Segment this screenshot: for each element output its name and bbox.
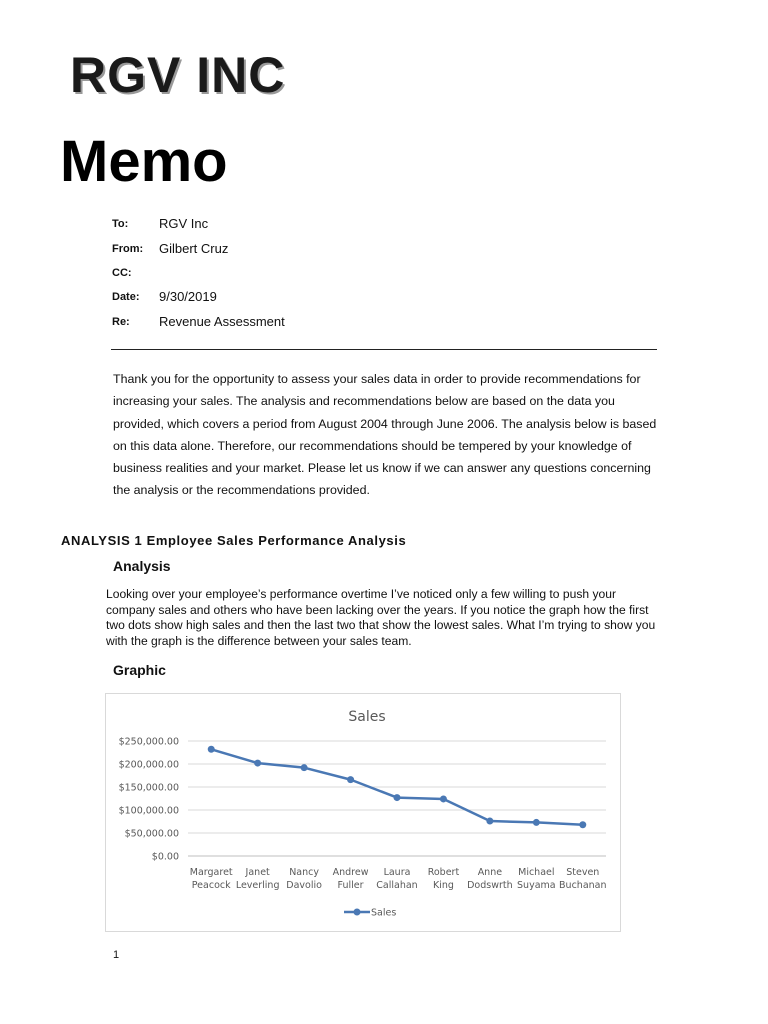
memo-field-value: Gilbert Cruz	[159, 241, 229, 256]
page-number: 1	[113, 949, 120, 961]
data-point	[533, 819, 540, 826]
graphic-heading: Graphic	[113, 662, 166, 678]
sales-chart-svg	[106, 694, 620, 931]
data-point	[254, 760, 261, 767]
memo-field-label: Re:	[112, 316, 130, 328]
x-tick-label: Fuller	[337, 880, 364, 891]
y-tick-label: $200,000.00	[118, 759, 179, 771]
legend-label: Sales	[371, 907, 397, 919]
sales-chart	[105, 693, 621, 932]
memo-field-label: To:	[112, 218, 129, 230]
y-tick-label: $150,000.00	[118, 782, 179, 794]
data-point	[301, 764, 308, 771]
x-tick-label: Nancy	[289, 867, 320, 878]
x-tick-label: Robert	[427, 867, 460, 878]
x-tick-label: Leverling	[235, 880, 280, 891]
x-tick-label: Anne	[477, 867, 503, 878]
legend-marker	[354, 909, 361, 916]
x-tick-label: Dodswrth	[467, 880, 513, 891]
memo-field-label: Date:	[112, 291, 140, 303]
analysis-heading: Analysis	[113, 558, 171, 574]
intro-paragraph: Thank you for the opportunity to assess your sales data in order to provide recommendations for increasing your sales. The analysis and recommendations below are based on the data you provided, which covers a period from August 2004 through June 2006. The analysis below is based on this data alone. Therefore, our recommendations should be tempered by your knowledge of business realities and your market. Please let us know if we can answer any questions concerning the analysis or the recommendations provided.	[113, 372, 657, 498]
memo-field-value: 9/30/2019	[159, 289, 217, 304]
y-tick-label: $250,000.00	[118, 736, 179, 748]
x-tick-label: Margaret	[189, 867, 233, 878]
x-tick-label: King	[432, 880, 454, 891]
x-tick-label: Callahan	[376, 880, 418, 891]
x-tick-label: Janet	[245, 867, 270, 878]
memo-field-label: CC:	[112, 267, 132, 279]
x-tick-label: Andrew	[332, 867, 369, 878]
y-tick-label: $100,000.00	[118, 805, 179, 817]
x-tick-label: Davolio	[286, 880, 322, 891]
x-tick-label: Buchanan	[559, 880, 607, 891]
y-tick-label: $50,000.00	[124, 828, 179, 840]
memo-field-label: From:	[112, 243, 144, 255]
data-point	[579, 821, 586, 828]
chart-title: Sales	[348, 709, 386, 725]
x-tick-label: Laura	[383, 867, 411, 878]
data-point	[440, 795, 447, 802]
x-tick-label: Peacock	[191, 880, 231, 891]
x-tick-label: Steven	[566, 867, 600, 878]
data-point	[347, 776, 354, 783]
memo-field-value: Revenue Assessment	[159, 314, 285, 329]
memo-field-value: RGV Inc	[159, 216, 209, 231]
analysis-paragraph: Looking over your employee’s performance overtime I’ve noticed only a few willing to push your company sales and others who have been lacking over the years. If you notice the graph how the first two dots show high sales and then the last two that show the lowest sales. What I’m trying to show you with the graph is the difference between your sales team.	[106, 587, 656, 648]
header-divider	[111, 349, 657, 350]
x-tick-label: Michael	[518, 867, 555, 878]
data-point	[208, 746, 215, 753]
data-point	[394, 794, 401, 801]
company-name: RGV INC	[70, 47, 286, 103]
y-tick-label: $0.00	[151, 851, 179, 863]
analysis-section-title: ANALYSIS 1 Employee Sales Performance Analysis	[61, 533, 407, 548]
document-type-title: Memo	[60, 129, 228, 194]
x-tick-label: Suyama	[517, 880, 556, 891]
data-point	[486, 818, 493, 825]
